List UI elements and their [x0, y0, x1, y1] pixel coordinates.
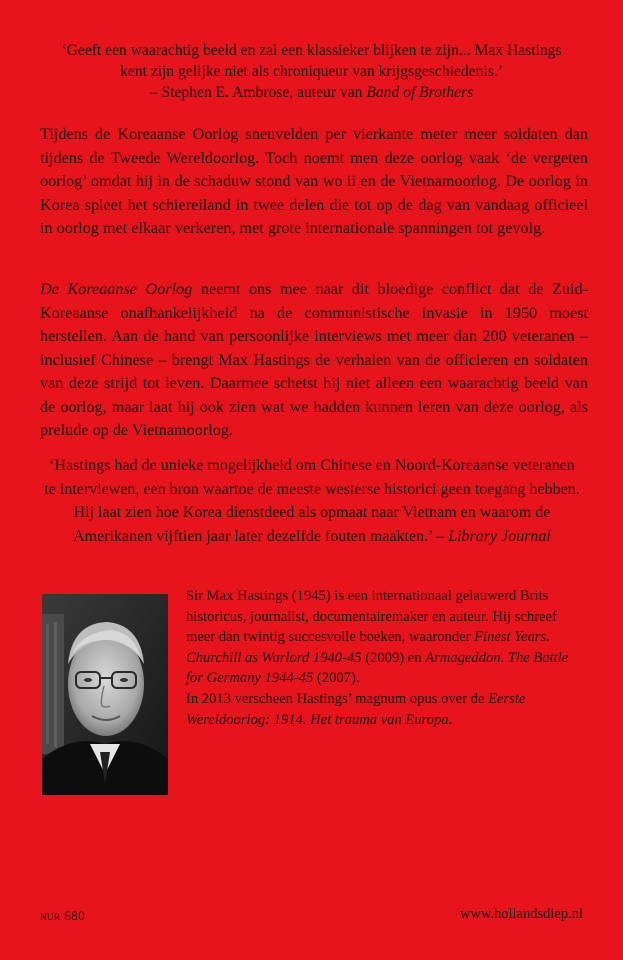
synopsis-paragraph-1: Tijdens de Koreaanse Oorlog sneuvelden per vierkante meter meer soldaten dan tijdens de Tweede Wereldoorlog. Toch noemt men deze oorlog vaak ‘de vergeten oorlog’ omdat hij in de schaduw stond van wo ii en de Vietnamoorlog. De oorlog in Korea spleet het schiereiland in twee delen die tot op de dag van vandaag officieel in oorlog met elkaar verkeren, met grote internationale spanningen tot gevolg.	[40, 125, 588, 237]
author-bio	[186, 586, 578, 730]
top-quote-attribution-title: Band of Brothers	[366, 84, 474, 101]
synopsis-paragraph-2-text: neemt ons mee naar dit bloedige conflict dat de Zuid-Koreaanse onafhankelijkheid na de communistische invasie in 1950 moest herstellen. Aan de hand van persoonlijke interviews met meer dan 200 veteranen – inclusief Chinese – brengt Max Hastings de verhalen van de officieren en soldaten van deze strijd tot leven. Daarmee schetst hij niet alleen een waarachtig beeld van de oorlog, maar laat hij ook zien wat we hadden kunnen leren van deze oorlog, als prelude op de Vietnamoorlog.	[40, 280, 588, 439]
author-photo	[42, 594, 168, 795]
bio-year-1: (2009) en	[361, 649, 426, 666]
top-quote-attribution	[50, 82, 573, 103]
middle-quote	[42, 454, 582, 548]
middle-quote-source: Library Journal	[448, 527, 551, 545]
bio-end: .	[448, 711, 453, 728]
top-quote	[50, 40, 573, 103]
bio-book-3: Eerste Wereldoorlog: 1914. Het trauma van Europa	[186, 690, 526, 728]
book-title: De Koreaanse Oorlog	[40, 280, 193, 298]
middle-quote-text: ‘Hastings had de unieke mogelijkheid om Chinese en Noord-Koreaanse veteranen te interviewen, een bron waartoe de meeste westerse historici geen toegang hebben. Hij laat zien hoe Korea dienstdeed als opmaat naar Vietnam en waarom de Amerikanen vijftien jaar later dezelfde fouten maakten.’	[44, 457, 580, 545]
bio-year-2: (2007).	[313, 670, 360, 687]
nur-code: nur 680	[40, 908, 86, 923]
publisher-url[interactable]: www.hollandsdiep.nl	[459, 906, 583, 922]
bio-text-1: Sir Max Hastings (1945) is een internationaal gelauwerd Brits historicus, journalist, documentairemaker en auteur. Hij schreef meer dan twintig succesvolle boeken, waaronder	[186, 588, 557, 646]
bio-book-2: Armageddon. The Battle for Germany 1944-45	[186, 649, 569, 687]
synopsis-paragraph-2	[40, 278, 588, 443]
middle-quote-separator: –	[432, 527, 449, 545]
top-quote-text: ‘Geeft een waarachtig beeld en zal een klassieker blijken te zijn... Max Hastings kent zijn gelijke niet als chroniqueur van krijgsgeschiedenis.’	[61, 42, 562, 80]
top-quote-attribution-prefix: – Stephen E. Ambrose, auteur van	[149, 84, 367, 101]
bio-book-1: Finest Years. Churchill as Warlord 1940-45	[186, 629, 550, 666]
bio-text-2: In 2013 verscheen Hastings’ magnum opus over de	[186, 690, 489, 707]
